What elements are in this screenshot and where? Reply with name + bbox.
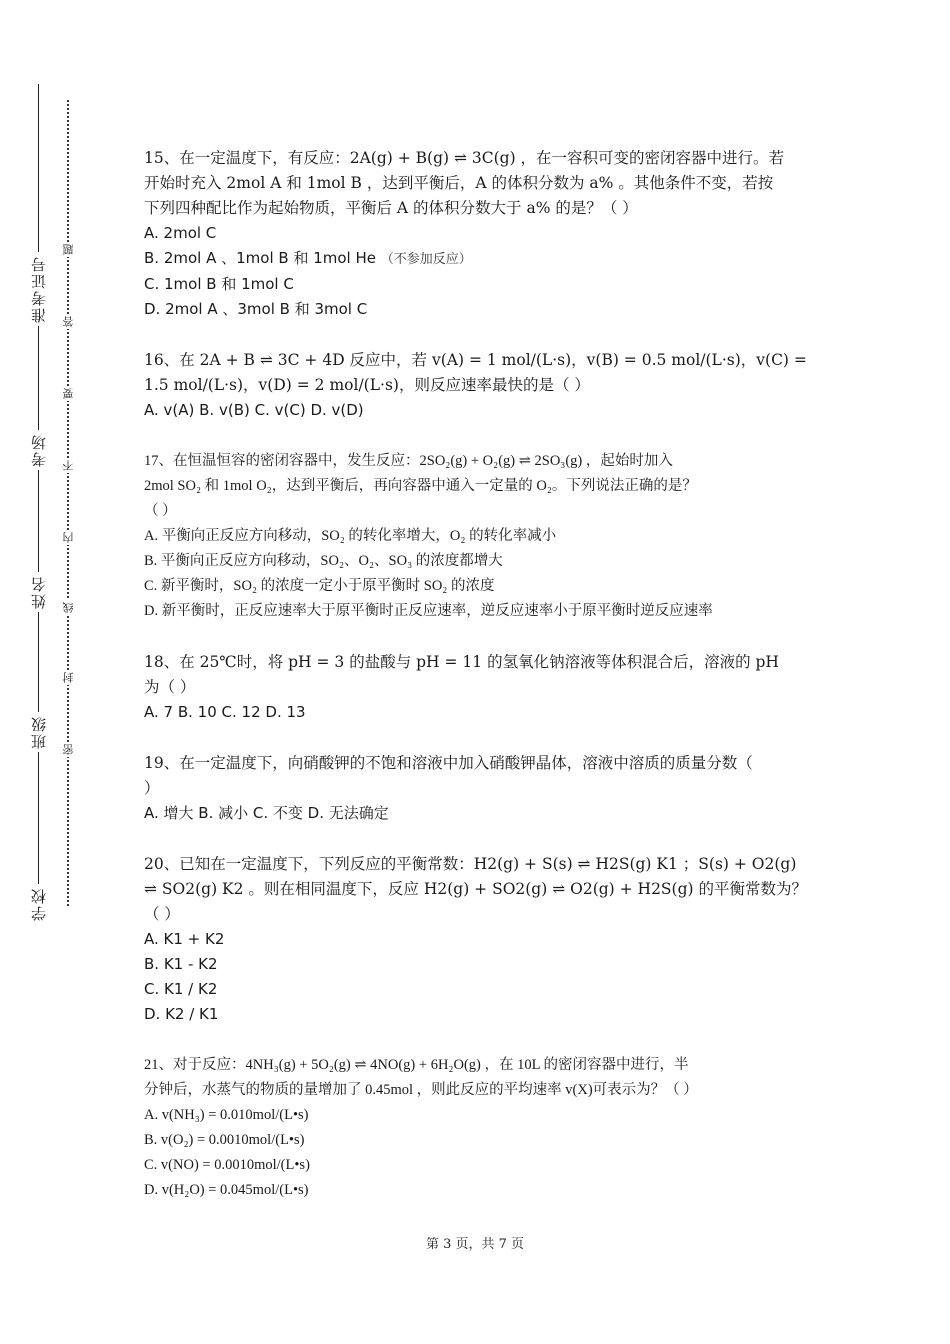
option-a: A. K1 + K2 [144,930,225,948]
page-footer: 第 3 页，共 7 页 [425,1237,525,1252]
question-text: （ ） [144,905,180,923]
margin-label-room: 考场 [28,430,49,470]
option-d: D. 新平衡时，正反应速率大于原平衡时正反应速率，逆反应速率小于原平衡时逆反应速率 [144,603,713,619]
options-inline: A. v(A) B. v(B) C. v(C) D. v(D) [144,401,364,419]
option-b: B. v(O₂) = 0.0010mol/(L•s) [144,1132,305,1148]
question-text: 21、对于反应：4NH₃(g) + 5O₂(g) ⇌ 4NO(g) + 6H₂O(g) ，在 10L 的密闭容器中进行，半 [144,1057,689,1073]
options-inline: A. 7 B. 10 C. 12 D. 13 [144,703,306,721]
question-text: 2mol SO₂ 和 1mol O₂，达到平衡后，再向容器中通入一定量的 O₂。下列说法正确的是？ [144,478,697,494]
seal-char: 密 [62,744,75,755]
seal-char: 答 [62,316,75,327]
question-20 [144,852,814,1027]
option-d: D. K2 / K1 [144,1005,219,1023]
question-text: 15、在一定温度下，有反应：2A(g) + B(g) ⇌ 3C(g) ，在一容积可变的密闭容器中进行。若 [144,149,785,167]
option-c: C. 新平衡时，SO₂ 的浓度一定小于原平衡时 SO₂ 的浓度 [144,578,495,594]
question-text: 下列四种配比作为起始物质，平衡后 A 的体积分数大于 a% 的是？（ ） [144,199,638,217]
option-b-note: （不参加反应） [380,252,472,267]
options-inline: A. 增大 B. 减小 C. 不变 D. 无法确定 [144,804,389,822]
option-d: D. 2mol A 、3mol B 和 3mol C [144,300,368,318]
option-a: A. 2mol C [144,224,217,242]
binding-line [38,84,39,924]
option-c: C. v(NO) = 0.0010mol/(L•s) [144,1157,310,1173]
question-text: 分钟后，水蒸气的物质的量增加了 0.45mol ，则此反应的平均速率 v(X)可表示为？（ ） [144,1082,698,1098]
question-text: ⇌ SO2(g) K2 。则在相同温度下，反应 H2(g) + SO2(g) ⇌ O2(g) + H2S(g) 的平衡常数为？ [144,880,807,898]
question-text: 1.5 mol/(L·s)，v(D) = 2 mol/(L·s)，则反应速率最快的是（ ） [144,376,590,394]
question-text: 17、在恒温恒容的密闭容器中，发生反应：2SO₂(g) + O₂(g) ⇌ 2SO₃(g) ，起始时加入 [144,453,673,469]
option-b: B. K1 - K2 [144,955,218,973]
question-18 [144,650,814,725]
question-17 [144,449,814,624]
margin-label-class: 班级 [28,712,49,752]
option-c: C. K1 / K2 [144,980,218,998]
option-b: B. 平衡向正反应方向移动，SO₂、O₂、SO₃ 的浓度都增大 [144,553,503,569]
seal-char: 封 [62,672,75,683]
question-text: 16、在 2A + B ⇌ 3C + 4D 反应中，若 v(A) = 1 mol/(L·s)，v(B) = 0.5 mol/(L·s)，v(C) = [144,351,807,369]
option-a: A. 平衡向正反应方向移动，SO₂ 的转化率增大，O₂ 的转化率减小 [144,528,557,544]
question-text: 18、在 25℃时，将 pH = 3 的盐酸与 pH = 11 的氢氧化钠溶液等体积混合后，溶液的 pH [144,653,779,671]
seal-char: 题 [62,244,75,255]
seal-dotted-line [67,100,69,906]
option-b [144,246,814,272]
question-text: 开始时充入 2mol A 和 1mol B ，达到平衡后，A 的体积分数为 a% 。其他条件不变，若按 [144,174,774,192]
seal-char: 要 [62,388,75,399]
option-d: D. v(H₂O) = 0.045mol/(L•s) [144,1182,309,1198]
question-15 [144,146,814,322]
seal-char: 线 [62,602,75,613]
question-text: ） [144,779,160,797]
margin-label-exam-number: 准考证号 [28,252,49,326]
question-21 [144,1053,814,1203]
option-c: C. 1mol B 和 1mol C [144,275,294,293]
margin-label-school: 学校 [28,884,49,924]
question-text: 20、已知在一定温度下，下列反应的平衡常数：H2(g) + S(s) ⇌ H2S(g) K1 ；S(s) + O2(g) [144,855,797,873]
question-19 [144,751,814,826]
question-list [144,146,814,1229]
option-b-text: B. 2mol A 、1mol B 和 1mol He [144,249,376,267]
question-16 [144,348,814,423]
question-text: 19、在一定温度下，向硝酸钾的不饱和溶液中加入硝酸钾晶体，溶液中溶质的质量分数（ [144,754,753,772]
margin-label-name: 姓名 [28,572,49,612]
option-a: A. v(NH₃) = 0.010mol/(L•s) [144,1107,309,1123]
seal-char: 内 [62,532,75,543]
question-text: 为（ ） [144,678,196,696]
seal-char: 不 [62,460,75,471]
question-text: （ ） [144,503,177,519]
